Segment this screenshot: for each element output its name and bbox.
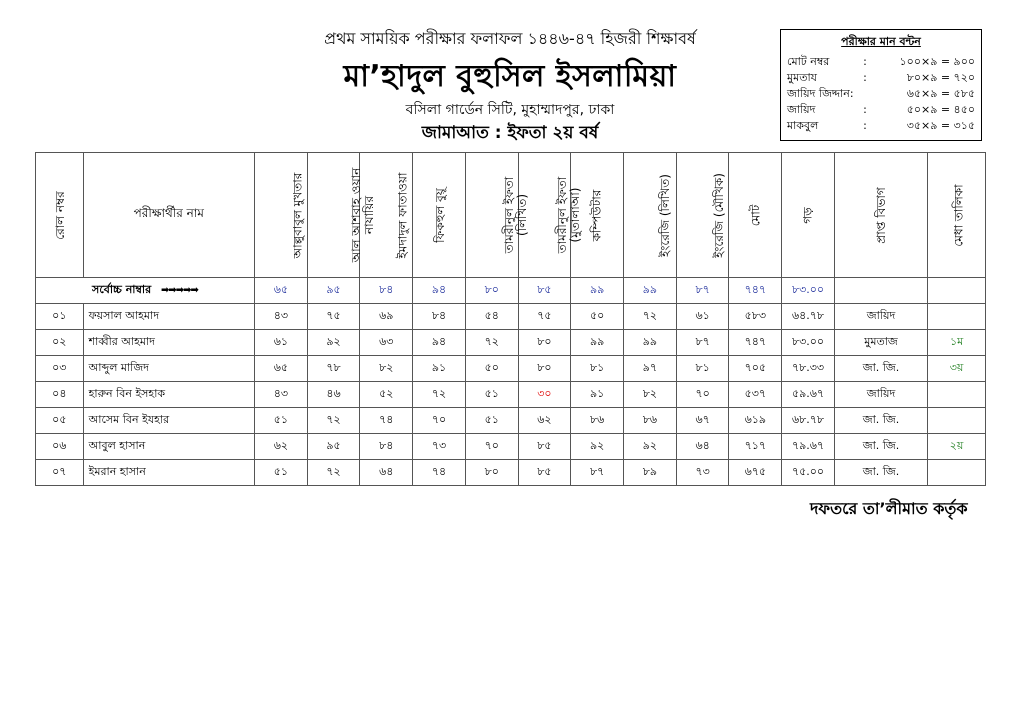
top-marks-row: [36, 278, 986, 304]
mark-label: মুমতায: [787, 71, 817, 84]
merit-cell: [928, 382, 986, 408]
mark-cell: ৭০: [413, 408, 466, 434]
mark-value: ৬৫×৯ = ৫৮৫: [906, 87, 975, 100]
mark-label: মোট নম্বর: [787, 55, 830, 68]
mark-cell: ৮০: [518, 356, 571, 382]
column-header-label: ইংরেজি (মৌখিক): [711, 172, 726, 258]
mark-label: জায়িদ: [787, 103, 816, 116]
top-mark-cell: ৯৫: [307, 278, 360, 304]
mark-cell: ৬৪: [360, 460, 413, 486]
mark-cell: ৯৭: [624, 356, 677, 382]
column-header: [782, 153, 835, 278]
mark-value: ১০০×৯ = ৯০০: [899, 55, 975, 68]
column-header: [624, 153, 677, 278]
student-name-cell: আব্দুল মাজিদ: [83, 356, 254, 382]
average-cell: ৫৯.৬৭: [782, 382, 835, 408]
table-row: [36, 434, 986, 460]
column-header: [307, 153, 376, 278]
mark-cell: ৮১: [571, 356, 624, 382]
mark-distribution-title: পরীক্ষার মান বন্টন: [841, 35, 921, 48]
column-header-label: ইমদাদুল ফাতাওয়া: [395, 172, 410, 258]
mark-separator: :: [863, 103, 867, 116]
merit-cell: ২য়: [928, 434, 986, 460]
mark-cell: ৮৪: [360, 434, 413, 460]
mark-value: ৩৫×৯ = ৩১৫: [906, 119, 975, 132]
mark-cell: ৬৪: [676, 434, 729, 460]
average-cell: ৬৪.৭৮: [782, 304, 835, 330]
column-header-label: আল্লুবাবুল মুখতার: [290, 172, 305, 258]
column-header: [413, 153, 466, 278]
column-header: [928, 153, 986, 278]
result-table: [35, 152, 986, 486]
roll-cell: ০৭: [36, 460, 84, 486]
merit-cell: ১ম: [928, 330, 986, 356]
madrasa-name: মা’হাদুল বুহুসিল ইসলামিয়া: [343, 59, 677, 94]
student-name-cell: ফয়সাল আহমাদ: [83, 304, 254, 330]
table-row: [36, 330, 986, 356]
column-header: [36, 153, 84, 278]
total-cell: ৭০৫: [729, 356, 782, 382]
column-header-label: পরীক্ষার্থীর নাম: [133, 206, 204, 220]
table-row: [36, 408, 986, 434]
mark-cell: ৭০: [465, 434, 518, 460]
merit-cell: [928, 408, 986, 434]
mark-cell: ৭৪: [360, 408, 413, 434]
mark-cell: ৬৩: [360, 330, 413, 356]
roll-cell: ০৫: [36, 408, 84, 434]
column-header-label: তামরীনুল ইফতা (লিখিত): [501, 176, 529, 254]
column-header-label: রোল নম্বর: [52, 190, 67, 240]
mark-cell: ৪৩: [254, 382, 307, 408]
total-cell: ৬৭৫: [729, 460, 782, 486]
mark-cell: ৪৬: [307, 382, 360, 408]
top-mark-cell: ৮৭: [676, 278, 729, 304]
mark-cell: ৫১: [465, 382, 518, 408]
mark-distribution-row: [787, 102, 975, 118]
mark-cell: ৭৩: [413, 434, 466, 460]
column-header: [676, 153, 729, 278]
mark-cell: ৭২: [624, 304, 677, 330]
column-header: [834, 153, 927, 278]
column-header-label: তামরীনুল ইফতা (মুতালাআ): [554, 176, 582, 254]
empty-cell: [928, 278, 986, 304]
roll-cell: ০৩: [36, 356, 84, 382]
mark-cell: ৯১: [571, 382, 624, 408]
mark-cell: ৮০: [465, 460, 518, 486]
division-cell: জায়িদ: [834, 382, 927, 408]
mark-cell: ৬৯: [360, 304, 413, 330]
mark-cell: ৭৫: [518, 304, 571, 330]
mark-cell: ৮৭: [676, 330, 729, 356]
column-header: [83, 153, 254, 278]
mark-cell: ৮৬: [571, 408, 624, 434]
mark-cell: ৬৫: [254, 356, 307, 382]
mark-distribution-box: [780, 29, 982, 141]
mark-cell: ৫১: [254, 408, 307, 434]
student-name-cell: হারুন বিন ইসহাক: [83, 382, 254, 408]
mark-cell: ৮২: [624, 382, 677, 408]
average-cell: ৬৮.৭৮: [782, 408, 835, 434]
mark-cell: ৯৯: [571, 330, 624, 356]
merit-cell: [928, 304, 986, 330]
mark-cell: ৬৭: [676, 408, 729, 434]
column-header-label: ফিকহুল বুয়ূ: [433, 187, 448, 243]
average-cell: ৭৯.৬৭: [782, 434, 835, 460]
mark-cell: ৫৪: [465, 304, 518, 330]
roll-cell: ০৪: [36, 382, 84, 408]
table-row: [36, 382, 986, 408]
mark-cell: ৯২: [307, 330, 360, 356]
top-mark-cell: ৮৩.০০: [782, 278, 835, 304]
column-header-label: মোট: [747, 204, 762, 226]
mark-cell: ৯৯: [624, 330, 677, 356]
total-cell: ৬১৯: [729, 408, 782, 434]
mark-cell: ৭২: [307, 460, 360, 486]
mark-cell: ৮৫: [518, 434, 571, 460]
total-cell: ৫৩৭: [729, 382, 782, 408]
mark-cell: ৮৯: [624, 460, 677, 486]
mark-cell: ৭২: [465, 330, 518, 356]
mark-cell: ৯২: [571, 434, 624, 460]
mark-distribution-row: [787, 86, 975, 102]
column-header: [254, 153, 307, 278]
student-name-cell: ইমরান হাসান: [83, 460, 254, 486]
header-row: [36, 153, 986, 278]
top-mark-cell: ৯৯: [571, 278, 624, 304]
mark-cell: ৯২: [624, 434, 677, 460]
division-cell: মুমতাজ: [834, 330, 927, 356]
division-cell: জা. জি.: [834, 434, 927, 460]
top-marks-label: সর্বোচ্চ নাম্বার: [92, 283, 152, 296]
average-cell: ৭৫.০০: [782, 460, 835, 486]
roll-cell: ০১: [36, 304, 84, 330]
empty-cell: [834, 278, 927, 304]
mark-cell: ৮৬: [624, 408, 677, 434]
mark-label: জায়িদ জিদ্দান:: [787, 87, 854, 100]
roll-cell: ০২: [36, 330, 84, 356]
mark-cell: ৫১: [465, 408, 518, 434]
mark-cell: ৪৩: [254, 304, 307, 330]
mark-separator: :: [863, 55, 867, 68]
mark-cell: ৭৪: [413, 460, 466, 486]
top-mark-cell: ৮৫: [518, 278, 571, 304]
mark-cell: ৮৫: [518, 460, 571, 486]
column-header-label: প্রাপ্ত বিভাগ: [873, 186, 888, 244]
mark-cell: ৭৩: [676, 460, 729, 486]
average-cell: ৭৮.৩৩: [782, 356, 835, 382]
mark-distribution-row: [787, 70, 975, 86]
merit-cell: ৩য়: [928, 356, 986, 382]
mark-value: ৮০×৯ = ৭২০: [906, 71, 975, 84]
top-mark-cell: ৮০: [465, 278, 518, 304]
mark-cell: ৮৭: [571, 460, 624, 486]
mark-cell: ৬২: [254, 434, 307, 460]
top-mark-cell: ৮৪: [360, 278, 413, 304]
division-cell: জা. জি.: [834, 356, 927, 382]
top-mark-cell: ৯৯: [624, 278, 677, 304]
roll-cell: ০৬: [36, 434, 84, 460]
mark-cell: ৫০: [571, 304, 624, 330]
table-row: [36, 460, 986, 486]
office-signature: দফতরে তা’লীমাত কর্তৃক: [810, 499, 968, 518]
mark-value: ৫০×৯ = ৪৫০: [906, 103, 975, 116]
mark-cell: ৮৪: [413, 304, 466, 330]
top-mark-cell: ৬৫: [254, 278, 307, 304]
mark-cell: ৯৪: [413, 330, 466, 356]
division-cell: জা. জি.: [834, 460, 927, 486]
mark-cell: ৭৮: [307, 356, 360, 382]
mark-separator: [857, 86, 873, 102]
student-name-cell: আবুল হাসান: [83, 434, 254, 460]
table-row: [36, 304, 986, 330]
column-header: [729, 153, 782, 278]
mark-cell: ৫১: [254, 460, 307, 486]
arrow-icons: ➡➡➡➡➡: [161, 285, 198, 296]
mark-separator: :: [863, 71, 867, 84]
mark-cell: ৫০: [465, 356, 518, 382]
column-header-label: আল আশবাহ ওয়ান নাযায়ির: [348, 167, 376, 263]
mark-label: মাকবুল: [787, 119, 819, 132]
division-cell: জায়িদ: [834, 304, 927, 330]
mark-cell: ৬১: [254, 330, 307, 356]
column-header-label: গড়: [800, 206, 815, 224]
mark-cell: ৫২: [360, 382, 413, 408]
top-mark-cell: ৯৪: [413, 278, 466, 304]
mark-cell: ৬২: [518, 408, 571, 434]
column-header-label: কম্পিউটার: [589, 189, 604, 241]
class-name: জামাআত : ইফতা ২য় বর্ষ: [421, 123, 599, 143]
mark-distribution-row: [787, 54, 975, 70]
total-cell: ৭৪৭: [729, 330, 782, 356]
exam-title: প্রথম সাময়িক পরীক্ষার ফলাফল ১৪৪৬-৪৭ হিজরী শিক্ষাবর্ষ: [324, 29, 696, 48]
mark-distribution-row: [787, 118, 975, 134]
failed-mark-cell: ৩০: [518, 382, 571, 408]
mark-cell: ৭০: [676, 382, 729, 408]
mark-cell: ৮২: [360, 356, 413, 382]
mark-cell: ৭২: [413, 382, 466, 408]
top-marks-label-cell: [36, 278, 255, 304]
column-header: [465, 153, 529, 278]
madrasa-address: বসিলা গার্ডেন সিটি, মুহাম্মাদপুর, ঢাকা: [405, 102, 615, 118]
mark-cell: ৭৫: [307, 304, 360, 330]
mark-cell: ৭২: [307, 408, 360, 434]
mark-separator: :: [863, 119, 867, 132]
table-row: [36, 356, 986, 382]
mark-cell: ৬১: [676, 304, 729, 330]
mark-cell: ৯১: [413, 356, 466, 382]
mark-cell: ৯৫: [307, 434, 360, 460]
column-header-label: ইংরেজি (লিখিত): [657, 173, 672, 257]
column-header-label: মেধা তালিকা: [951, 183, 966, 247]
total-cell: ৫৮৩: [729, 304, 782, 330]
student-name-cell: আসেম বিন ইযহার: [83, 408, 254, 434]
student-name-cell: শাব্বীর আহমাদ: [83, 330, 254, 356]
merit-cell: [928, 460, 986, 486]
total-cell: ৭১৭: [729, 434, 782, 460]
mark-cell: ৮১: [676, 356, 729, 382]
division-cell: জা. জি.: [834, 408, 927, 434]
mark-cell: ৮০: [518, 330, 571, 356]
top-mark-cell: ৭৪৭: [729, 278, 782, 304]
average-cell: ৮৩.০০: [782, 330, 835, 356]
